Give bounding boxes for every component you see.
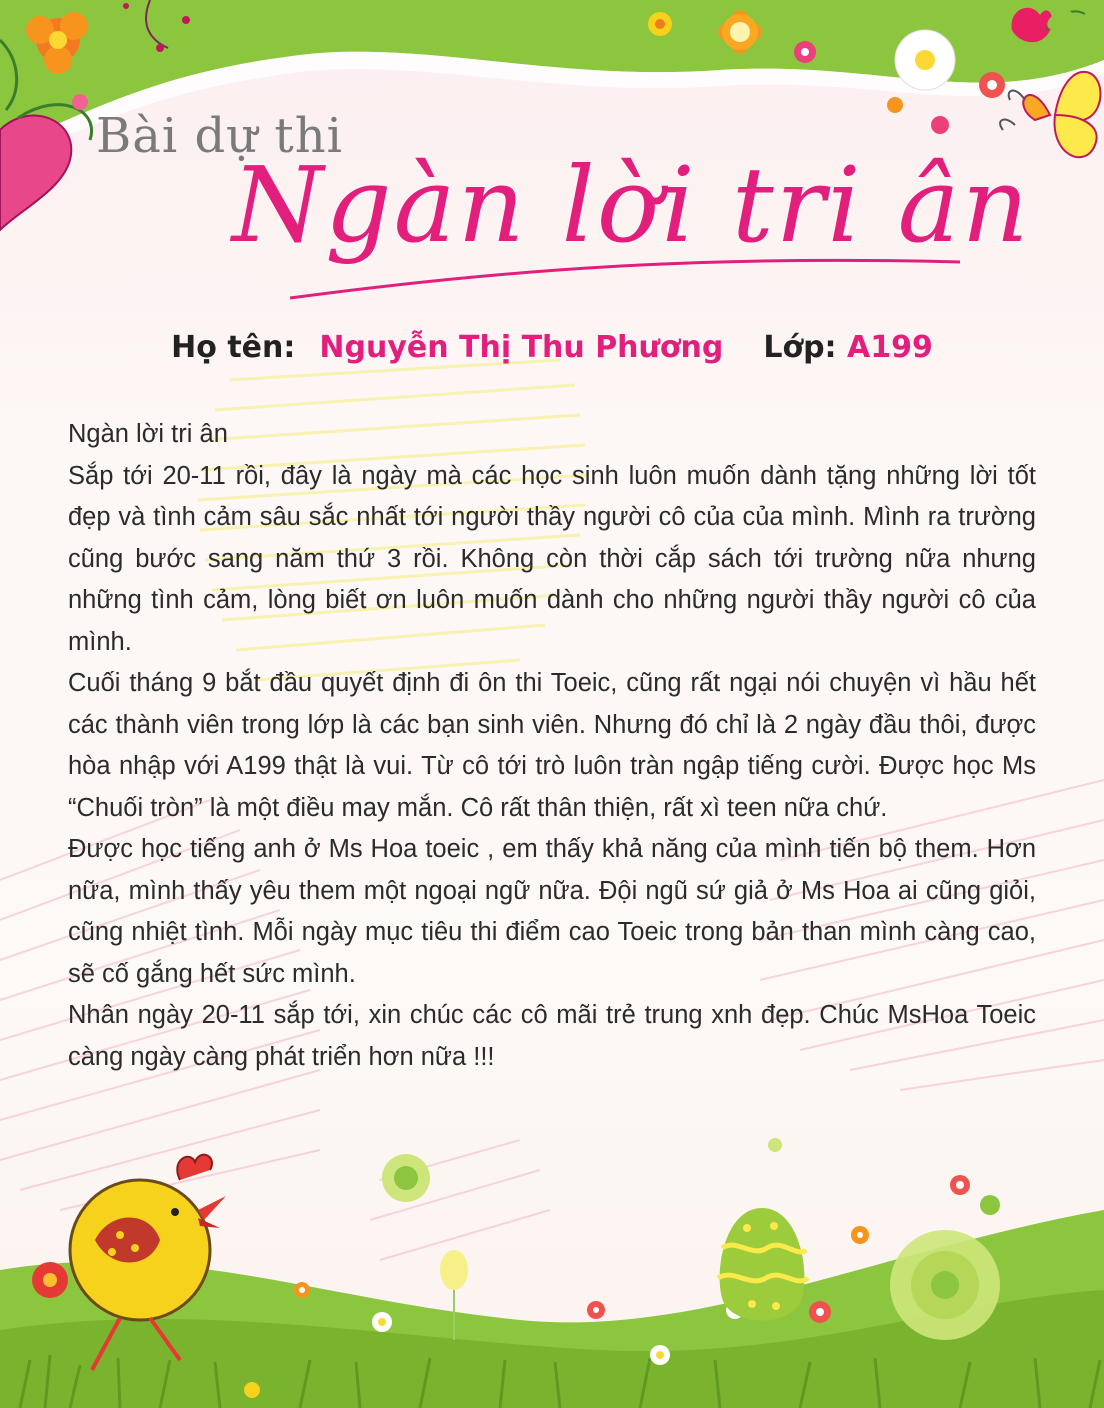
letter-title: Ngàn lời tri ân (68, 420, 228, 448)
letter-paragraph: Nhân ngày 20-11 sắp tới, xin chúc các cô mãi trẻ trung xnh đẹp. Chúc MsHoa Toeic càng ngày càng phát triển hơn nữa !!! (68, 1001, 1036, 1071)
page-title: Ngàn lời tri ân (232, 144, 1031, 266)
class-value: A199 (847, 330, 933, 365)
letter-paragraph: Cuối tháng 9 bắt đầu quyết định đi ôn thi Toeic, cũng rất ngại nói chuyện vì hầu hết các thành viên trong lớp là các bạn sinh viên. Nhưng đó chỉ là 2 ngày đầu thôi, được hòa nhập với A199 thật là vui. Từ cô tới trò luôn tràn ngập tiếng cười. Được học Ms “Chuối tròn” là một điều may mắn. Cô rất thân thiện, rất xì teen nữa chứ. (68, 669, 1036, 822)
heading-prefix: Bài dự thi (96, 108, 343, 164)
letter-paragraph: Được học tiếng anh ở Ms Hoa toeic , em thấy khả năng của mình tiến bộ them. Hơn nữa, mình thấy yêu them một ngoại ngữ nữa. Đội ngũ sứ giả ở Ms Hoa ai cũng giỏi, cũng nhiệt tình. Mỗi ngày mục tiêu thi điểm cao Toeic trong bản than mình càng cao, sẽ cố gắng hết sức mình. (68, 835, 1036, 988)
name-label: Họ tên: (171, 330, 296, 365)
student-name: Nguyễn Thị Thu Phương (319, 330, 724, 365)
letter-paragraph: Sắp tới 20-11 rồi, đây là ngày mà các học sinh luôn muốn dành tặng những lời tốt đẹp và tình cảm sâu sắc nhất tới người thầy người cô của của mình. Mình ra trường cũng bước sang năm thứ 3 rồi. Không còn thời cắp sách tới trường nữa nhưng những tình cảm, lòng biết ơn luôn muốn dành cho những người thầy người cô của mình. (68, 461, 1036, 656)
student-info (0, 330, 1104, 365)
easter-egg-icon (718, 1208, 808, 1321)
letter-body (68, 414, 1036, 1078)
class-label: Lớp: (763, 330, 837, 365)
